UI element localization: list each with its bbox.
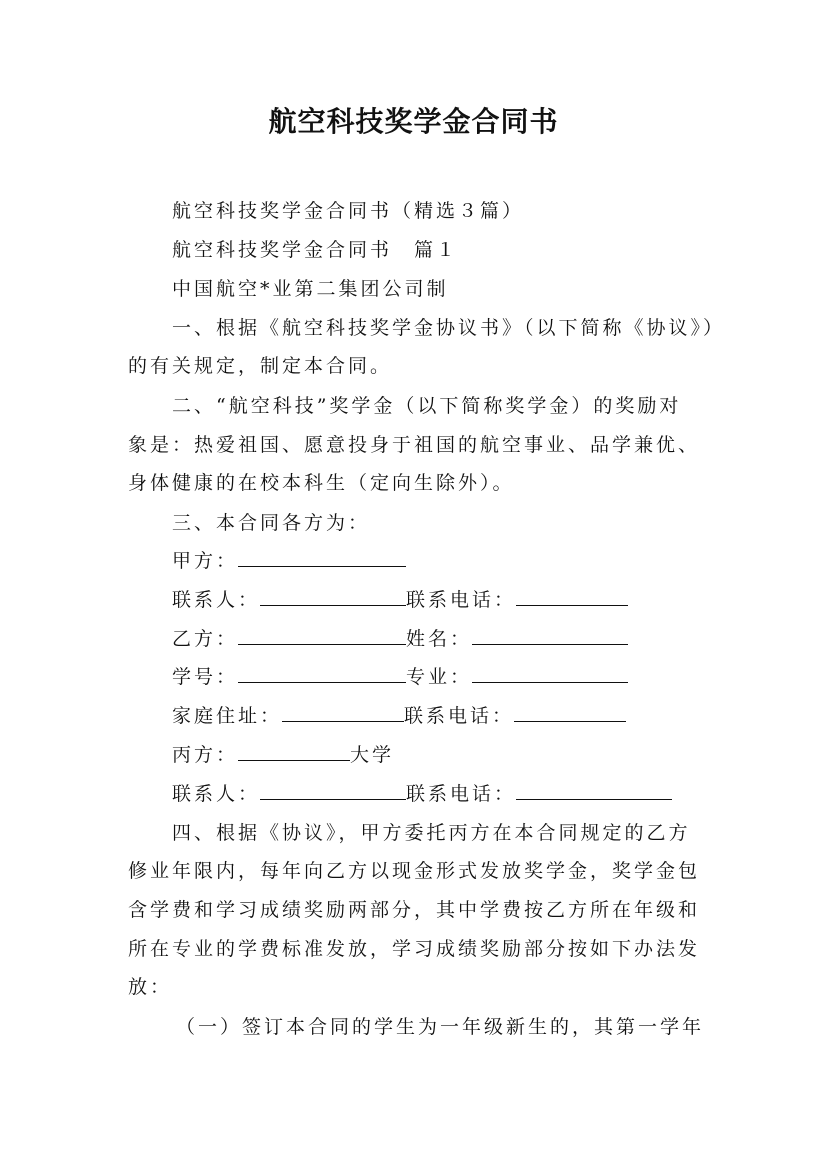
contact-phone-label: 联系电话： — [406, 589, 517, 611]
party-a-blank[interactable] — [238, 548, 406, 567]
address-phone-label: 联系电话： — [404, 705, 515, 727]
clause-4-line-4: 所在专业的学费标准发放，学习成绩奖励部分按如下办法发 — [128, 938, 701, 960]
issuer-line: 中国航空*业第二集团公司制 — [172, 278, 449, 300]
clause-2-line-1: 二、“航空科技”奖学金（以下简称奖学金）的奖励对 — [172, 395, 682, 417]
clause-2-line-2: 象是：热爱祖国、愿意投身于祖国的航空事业、品学兼优、 — [128, 434, 701, 456]
subclause-1-line: （一）签订本合同的学生为一年级新生的，其第一学年 — [176, 1016, 705, 1038]
university-label: 大学 — [350, 744, 395, 766]
party-b-label: 乙方： — [172, 628, 239, 650]
party-a-row — [172, 548, 406, 574]
party-c-blank[interactable] — [238, 742, 350, 761]
clause-4-line-1: 四、根据《协议》，甲方委托丙方在本合同规定的乙方 — [172, 822, 691, 844]
contact-row-2 — [172, 781, 672, 807]
contact-person-blank[interactable] — [260, 587, 406, 606]
address-phone-blank[interactable] — [514, 703, 626, 722]
name-label: 姓名： — [406, 628, 473, 650]
contact-row-1 — [172, 587, 628, 613]
party-b-blank[interactable] — [238, 626, 406, 645]
contact-person-label-2: 联系人： — [172, 783, 261, 805]
student-id-blank[interactable] — [238, 664, 406, 683]
clause-2-line-3: 身体健康的在校本科生（定向生除外）。 — [128, 472, 515, 494]
contact-phone-label-2: 联系电话： — [406, 783, 517, 805]
clause-4-line-2: 修业年限内，每年向乙方以现金形式发放奖学金，奖学金包 — [128, 860, 701, 882]
clause-1-line-2: 的有关规定，制定本合同。 — [128, 355, 393, 377]
section-heading: 航空科技奖学金合同书 篇１ — [172, 239, 459, 261]
student-id-row — [172, 664, 628, 690]
address-label: 家庭住址： — [172, 705, 283, 727]
student-id-label: 学号： — [172, 666, 239, 688]
doc-subtitle: 航空科技奖学金合同书（精选３篇） — [172, 200, 525, 222]
clause-4-line-5: 放： — [128, 976, 173, 998]
party-b-row — [172, 626, 628, 652]
document-title: 航空科技奖学金合同书 — [268, 105, 559, 138]
clause-3-line: 三、本合同各方为： — [172, 512, 371, 534]
contact-person-label: 联系人： — [172, 589, 261, 611]
contact-person-blank-2[interactable] — [260, 781, 406, 800]
contact-phone-blank-2[interactable] — [516, 781, 672, 800]
clause-4-line-3: 含学费和学习成绩奖励两部分，其中学费按乙方所在年级和 — [128, 899, 701, 921]
name-blank[interactable] — [472, 626, 628, 645]
party-c-row — [172, 742, 394, 768]
contact-phone-blank[interactable] — [516, 587, 628, 606]
major-label: 专业： — [406, 666, 473, 688]
address-row — [172, 703, 626, 729]
major-blank[interactable] — [472, 664, 628, 683]
party-c-label: 丙方： — [172, 744, 239, 766]
party-a-label: 甲方： — [172, 550, 239, 572]
address-blank[interactable] — [282, 703, 404, 722]
clause-1-line-1: 一、根据《航空科技奖学金协议书》（以下简称《协议》） — [172, 317, 726, 339]
